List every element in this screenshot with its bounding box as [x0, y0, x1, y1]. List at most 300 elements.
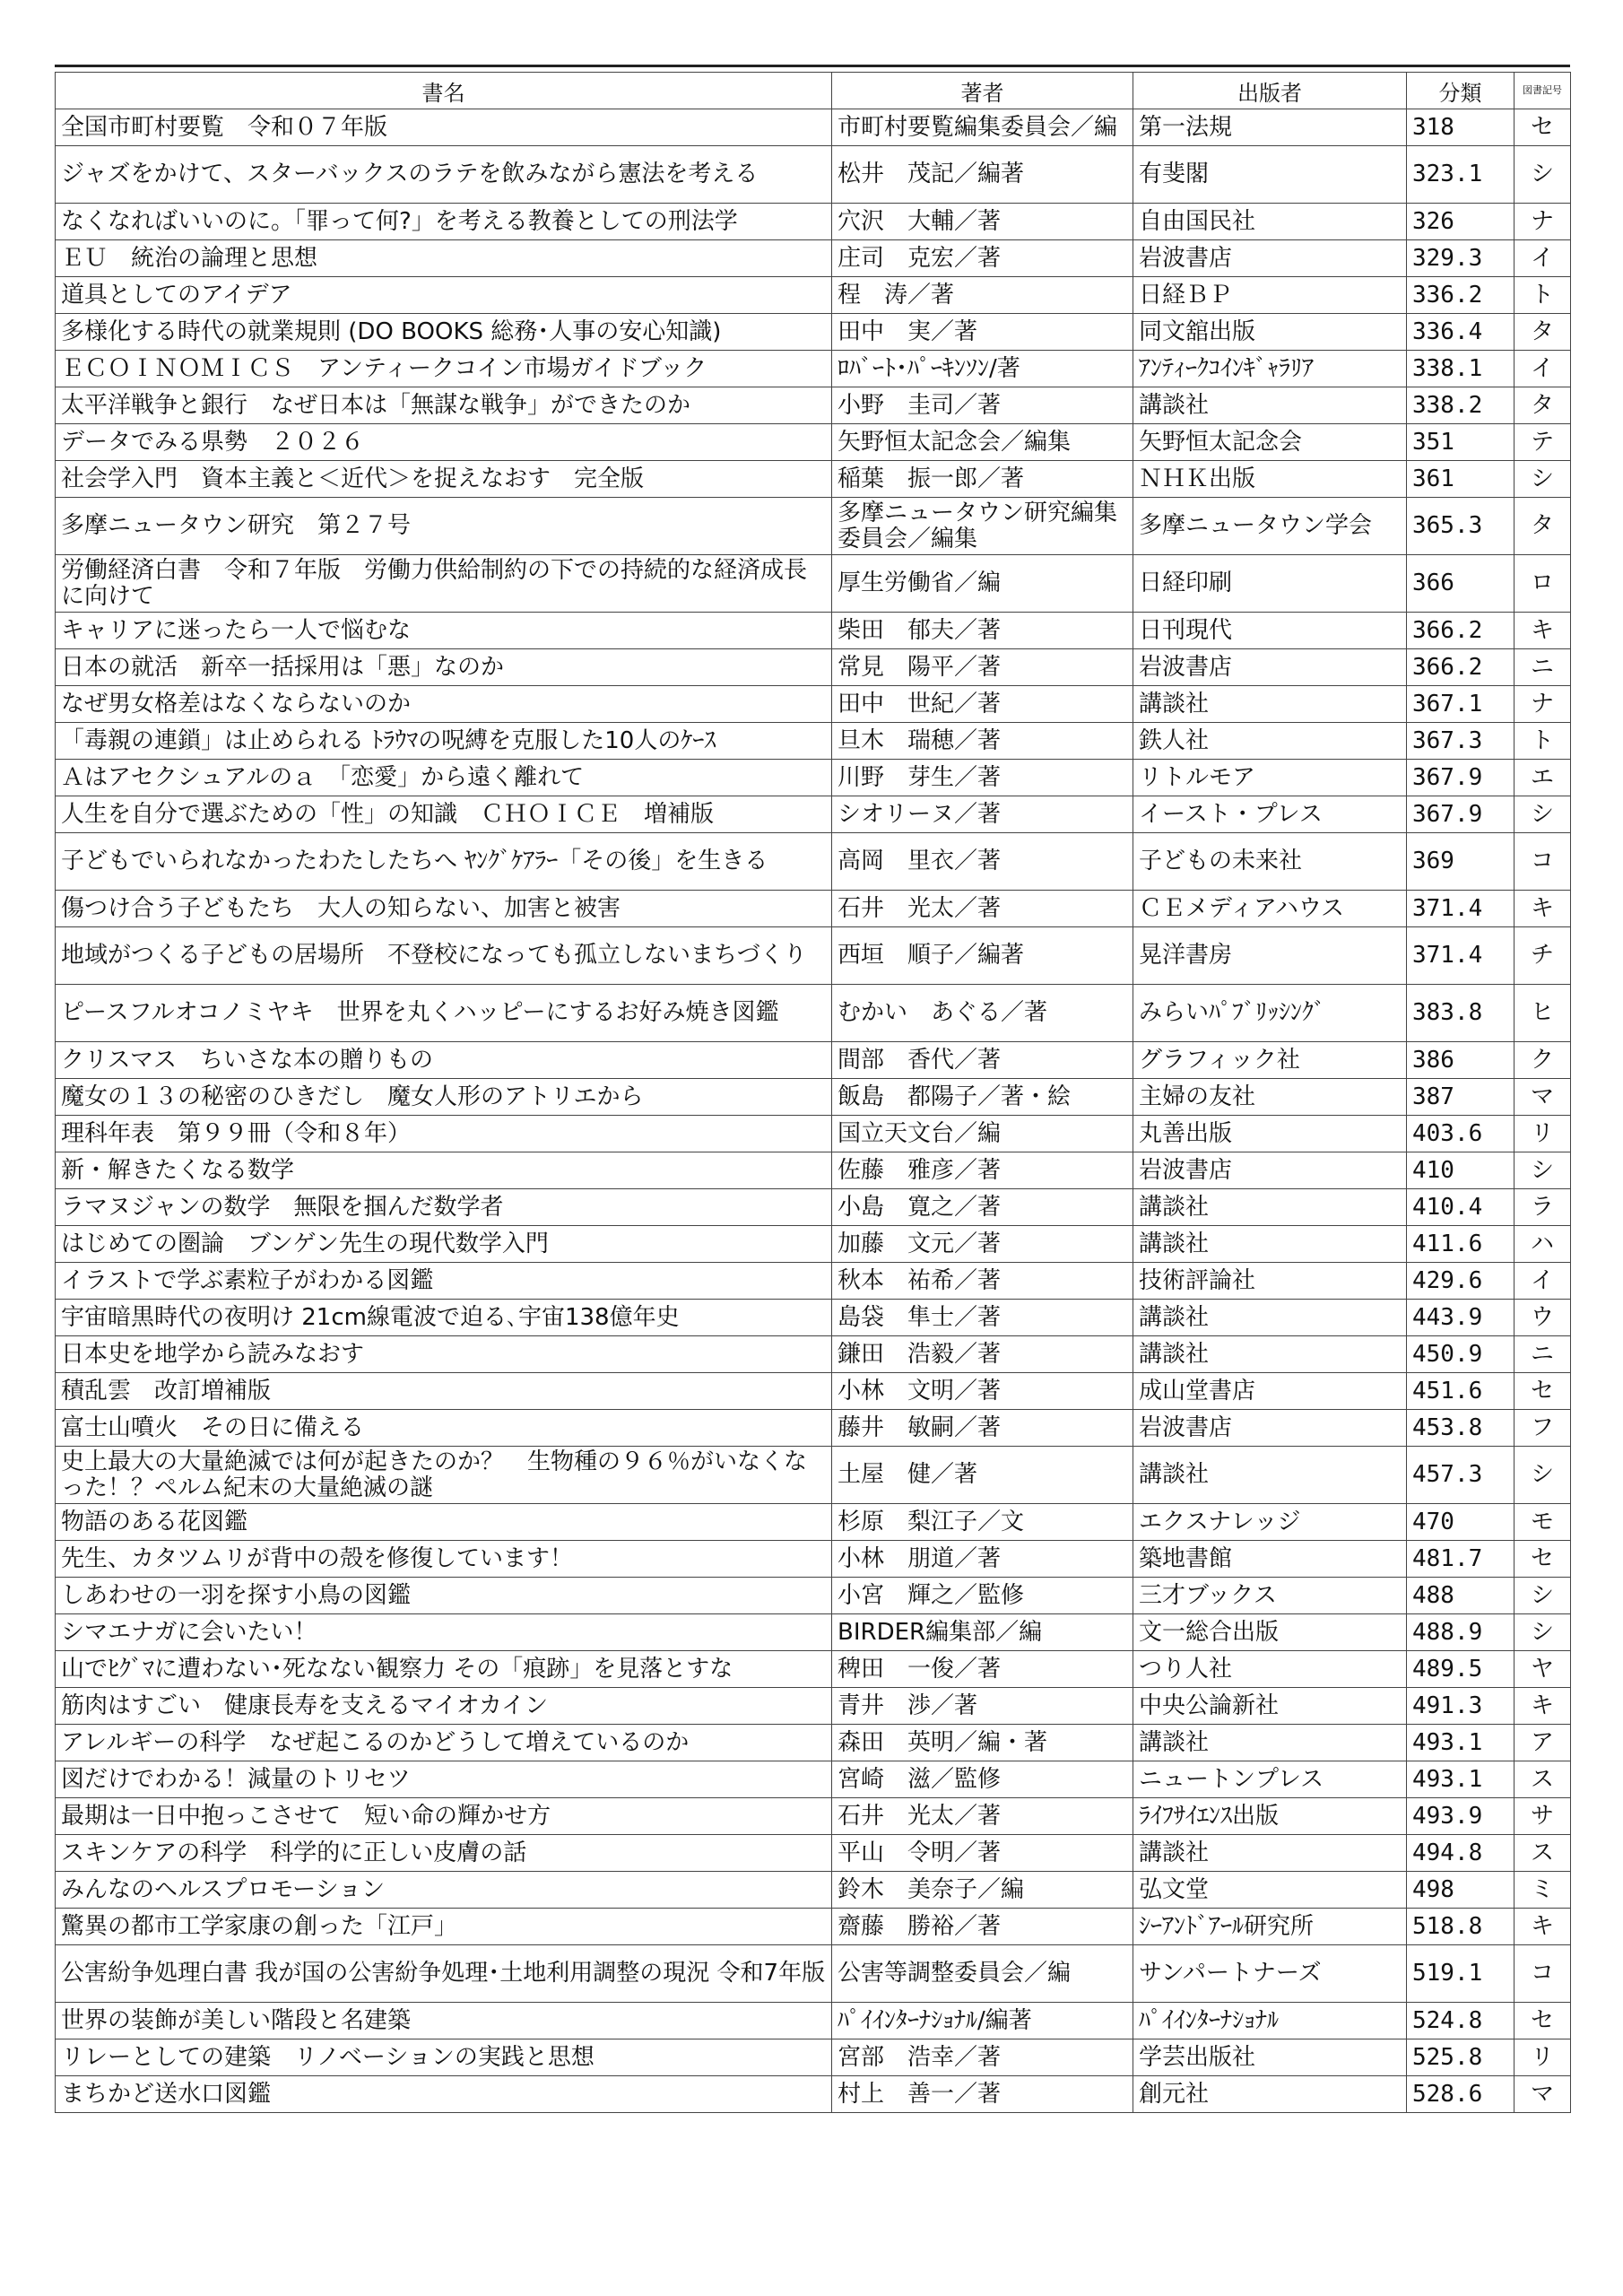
- book-title: アレルギーの科学 なぜ起こるのかどうして増えているのか: [56, 1725, 832, 1761]
- header-classification: 分類: [1407, 73, 1515, 109]
- book-title: Ａはアセクシュアルのａ 「恋愛」から遠く離れて: [56, 760, 832, 796]
- book-mark: マ: [1515, 1079, 1571, 1116]
- table-row: [56, 1116, 1571, 1152]
- book-title: リレーとしての建築 リノベーションの実践と思想: [56, 2039, 832, 2076]
- table-row: [56, 1226, 1571, 1263]
- book-title: 山でﾋｸﾞﾏに遭わない･死なない観察力 その「痕跡」を見落とすな: [56, 1651, 832, 1688]
- book-classification: 329.3: [1407, 240, 1515, 277]
- book-mark: シ: [1515, 1614, 1571, 1651]
- table-row: [56, 240, 1571, 277]
- book-mark: シ: [1515, 1447, 1571, 1504]
- book-author: 宮部 浩幸／著: [832, 2039, 1133, 2076]
- table-row: [56, 1079, 1571, 1116]
- book-mark: セ: [1515, 1373, 1571, 1410]
- book-classification: 367.3: [1407, 723, 1515, 760]
- book-publisher: 講談社: [1133, 686, 1407, 723]
- book-author: 石井 光太／著: [832, 891, 1133, 927]
- table-row: [56, 1614, 1571, 1651]
- table-row: [56, 1042, 1571, 1079]
- book-mark: チ: [1515, 927, 1571, 985]
- book-publisher: みらいﾊﾟﾌﾞﾘｯｼﾝｸﾞ: [1133, 985, 1407, 1042]
- book-title: 多様化する時代の就業規則 (DO BOOKS 総務･人事の安心知識): [56, 314, 832, 351]
- book-title: 社会学入門 資本主義と＜近代＞を捉えなおす 完全版: [56, 461, 832, 498]
- book-classification: 489.5: [1407, 1651, 1515, 1688]
- book-publisher: グラフィック社: [1133, 1042, 1407, 1079]
- book-publisher: 講談社: [1133, 1725, 1407, 1761]
- book-title: 公害紛争処理白書 我が国の公害紛争処理･土地利用調整の現況 令和7年版: [56, 1945, 832, 2003]
- book-publisher: 講談社: [1133, 1300, 1407, 1336]
- book-publisher: 多摩ニュータウン学会: [1133, 498, 1407, 555]
- book-author: 田中 実／著: [832, 314, 1133, 351]
- book-title: シマエナガに会いたい！: [56, 1614, 832, 1651]
- table-row: [56, 1373, 1571, 1410]
- book-mark: リ: [1515, 2039, 1571, 2076]
- book-publisher: 三才ブックス: [1133, 1578, 1407, 1614]
- book-publisher: ｼｰｱﾝﾄﾞｱｰﾙ研究所: [1133, 1909, 1407, 1945]
- book-publisher: リトルモア: [1133, 760, 1407, 796]
- book-author: 国立天文台／編: [832, 1116, 1133, 1152]
- book-classification: 525.8: [1407, 2039, 1515, 2076]
- book-author: 小島 寛之／著: [832, 1189, 1133, 1226]
- book-author: 小林 文明／著: [832, 1373, 1133, 1410]
- book-title: 日本の就活 新卒一括採用は「悪」なのか: [56, 649, 832, 686]
- book-publisher: 技術評論社: [1133, 1263, 1407, 1300]
- book-classification: 361: [1407, 461, 1515, 498]
- book-author: 齋藤 勝裕／著: [832, 1909, 1133, 1945]
- book-mark: ス: [1515, 1835, 1571, 1872]
- book-mark: シ: [1515, 796, 1571, 833]
- book-classification: 386: [1407, 1042, 1515, 1079]
- book-title: ＥＣＯＩＮＯＭＩＣＳ アンティークコイン市場ガイドブック: [56, 351, 832, 387]
- book-author: 旦木 瑞穂／著: [832, 723, 1133, 760]
- table-row: [56, 1410, 1571, 1447]
- book-title: 世界の装飾が美しい階段と名建築: [56, 2003, 832, 2039]
- table-row: [56, 555, 1571, 613]
- book-author: シオリーヌ／著: [832, 796, 1133, 833]
- book-title: 労働経済白書 令和７年版 労働力供給制約の下での持続的な経済成長に向けて: [56, 555, 832, 613]
- book-mark: ウ: [1515, 1300, 1571, 1336]
- book-mark: サ: [1515, 1798, 1571, 1835]
- book-classification: 494.8: [1407, 1835, 1515, 1872]
- table-row: [56, 109, 1571, 146]
- book-classification: 450.9: [1407, 1336, 1515, 1373]
- book-author: 平山 令明／著: [832, 1835, 1133, 1872]
- book-classification: 493.1: [1407, 1725, 1515, 1761]
- book-mark: ヒ: [1515, 985, 1571, 1042]
- book-mark: ク: [1515, 1042, 1571, 1079]
- book-publisher: つり人社: [1133, 1651, 1407, 1688]
- book-title: 最期は一日中抱っこさせて 短い命の輝かせ方: [56, 1798, 832, 1835]
- book-mark: ア: [1515, 1725, 1571, 1761]
- book-author: 宮崎 滋／監修: [832, 1761, 1133, 1798]
- book-title: 物語のある花図鑑: [56, 1504, 832, 1541]
- table-row: [56, 2039, 1571, 2076]
- table-row: [56, 1504, 1571, 1541]
- book-author: 市町村要覧編集委員会／編: [832, 109, 1133, 146]
- book-classification: 498: [1407, 1872, 1515, 1909]
- book-title: スキンケアの科学 科学的に正しい皮膚の話: [56, 1835, 832, 1872]
- book-classification: 493.9: [1407, 1798, 1515, 1835]
- book-classification: 453.8: [1407, 1410, 1515, 1447]
- table-row: [56, 1798, 1571, 1835]
- book-mark: ナ: [1515, 686, 1571, 723]
- book-publisher: 同文舘出版: [1133, 314, 1407, 351]
- book-title: 日本史を地学から読みなおす: [56, 1336, 832, 1373]
- book-title: 積乱雲 改訂増補版: [56, 1373, 832, 1410]
- book-author: ﾊﾟｲｲﾝﾀｰﾅｼｮﾅﾙ/編著: [832, 2003, 1133, 2039]
- book-mark: キ: [1515, 1688, 1571, 1725]
- book-author: 杉原 梨江子／文: [832, 1504, 1133, 1541]
- book-classification: 323.1: [1407, 146, 1515, 204]
- book-author: 鎌田 浩毅／著: [832, 1336, 1133, 1373]
- book-title: なぜ男女格差はなくならないのか: [56, 686, 832, 723]
- book-classification: 488: [1407, 1578, 1515, 1614]
- book-publisher: ﾊﾟｲｲﾝﾀｰﾅｼｮﾅﾙ: [1133, 2003, 1407, 2039]
- book-title: ＥＵ 統治の論理と思想: [56, 240, 832, 277]
- book-author: 常見 陽平／著: [832, 649, 1133, 686]
- book-mark: マ: [1515, 2076, 1571, 2113]
- book-title: まちかど送水口図鑑: [56, 2076, 832, 2113]
- table-row: [56, 1300, 1571, 1336]
- book-rows: [56, 109, 1571, 2113]
- table-row: [56, 1578, 1571, 1614]
- book-publisher: 岩波書店: [1133, 240, 1407, 277]
- table-row: [56, 351, 1571, 387]
- book-title: クリスマス ちいさな本の贈りもの: [56, 1042, 832, 1079]
- book-publisher: 講談社: [1133, 1189, 1407, 1226]
- top-rule: [55, 65, 1570, 67]
- book-author: 田中 世紀／著: [832, 686, 1133, 723]
- book-publisher: 創元社: [1133, 2076, 1407, 2113]
- book-publisher: 講談社: [1133, 1336, 1407, 1373]
- book-mark: ロ: [1515, 555, 1571, 613]
- book-author: ﾛﾊﾞｰﾄ･ﾊﾟｰｷﾝｿﾝ/著: [832, 351, 1133, 387]
- book-mark: シ: [1515, 461, 1571, 498]
- table-row: [56, 1152, 1571, 1189]
- book-publisher: サンパートナーズ: [1133, 1945, 1407, 2003]
- book-mark: ハ: [1515, 1226, 1571, 1263]
- table-row: [56, 1336, 1571, 1373]
- book-classification: 528.6: [1407, 2076, 1515, 2113]
- book-publisher: 鉄人社: [1133, 723, 1407, 760]
- book-title: 史上最大の大量絶滅では何が起きたのか？ 生物種の９６％がいなくなった！？ペルム紀末の大量絶滅の謎: [56, 1447, 832, 1504]
- book-classification: 488.9: [1407, 1614, 1515, 1651]
- table-row: [56, 2003, 1571, 2039]
- table-row: [56, 1872, 1571, 1909]
- header-title: 書名: [56, 73, 832, 109]
- book-mark: コ: [1515, 833, 1571, 891]
- book-classification: 411.6: [1407, 1226, 1515, 1263]
- table-row: [56, 204, 1571, 240]
- book-author: 佐藤 雅彦／著: [832, 1152, 1133, 1189]
- table-row: [56, 796, 1571, 833]
- table-row: [56, 146, 1571, 204]
- book-author: 稗田 一俊／著: [832, 1651, 1133, 1688]
- book-classification: 387: [1407, 1079, 1515, 1116]
- book-classification: 443.9: [1407, 1300, 1515, 1336]
- book-title: 子どもでいられなかったわたしたちへ ﾔﾝｸﾞｹｱﾗｰ「その後」を生きる: [56, 833, 832, 891]
- book-classification: 518.8: [1407, 1909, 1515, 1945]
- book-classification: 338.1: [1407, 351, 1515, 387]
- book-publisher: 弘文堂: [1133, 1872, 1407, 1909]
- book-mark: イ: [1515, 351, 1571, 387]
- book-publisher: 成山堂書店: [1133, 1373, 1407, 1410]
- header-book-mark: 図書記号: [1515, 73, 1571, 109]
- header-publisher: 出版者: [1133, 73, 1407, 109]
- book-classification: 524.8: [1407, 2003, 1515, 2039]
- book-publisher: 日経ＢＰ: [1133, 277, 1407, 314]
- book-title: 道具としてのアイデア: [56, 277, 832, 314]
- book-publisher: 子どもの未来社: [1133, 833, 1407, 891]
- book-classification: 383.8: [1407, 985, 1515, 1042]
- table-row: [56, 723, 1571, 760]
- table-row: [56, 2076, 1571, 2113]
- book-publisher: ｱﾝﾃｨｰｸｺｲﾝｷﾞｬﾗﾘｱ: [1133, 351, 1407, 387]
- book-classification: 318: [1407, 109, 1515, 146]
- table-row: [56, 314, 1571, 351]
- book-classification: 367.1: [1407, 686, 1515, 723]
- book-title: ラマヌジャンの数学 無限を掴んだ数学者: [56, 1189, 832, 1226]
- book-mark: ス: [1515, 1761, 1571, 1798]
- book-author: 稲葉 振一郎／著: [832, 461, 1133, 498]
- book-publisher: ＣＥメディアハウス: [1133, 891, 1407, 927]
- table-row: [56, 461, 1571, 498]
- table-row: [56, 1189, 1571, 1226]
- book-mark: シ: [1515, 146, 1571, 204]
- table-row: [56, 424, 1571, 461]
- table-row: [56, 498, 1571, 555]
- book-classification: 410.4: [1407, 1189, 1515, 1226]
- table-row: [56, 927, 1571, 985]
- book-mark: セ: [1515, 109, 1571, 146]
- book-publisher: ＮＨＫ出版: [1133, 461, 1407, 498]
- book-publisher: 岩波書店: [1133, 1410, 1407, 1447]
- book-mark: ニ: [1515, 649, 1571, 686]
- book-publisher: 第一法規: [1133, 109, 1407, 146]
- book-publisher: イースト・プレス: [1133, 796, 1407, 833]
- book-title: 地域がつくる子どもの居場所 不登校になっても孤立しないまちづくり: [56, 927, 832, 985]
- table-row: [56, 985, 1571, 1042]
- book-title: 筋肉はすごい 健康長寿を支えるマイオカイン: [56, 1688, 832, 1725]
- book-classification: 369: [1407, 833, 1515, 891]
- book-title: ジャズをかけて、スターバックスのラテを飲みながら憲法を考える: [56, 146, 832, 204]
- table-row: [56, 277, 1571, 314]
- book-classification: 351: [1407, 424, 1515, 461]
- book-title: 富士山噴火 その日に備える: [56, 1410, 832, 1447]
- book-mark: ヤ: [1515, 1651, 1571, 1688]
- book-publisher: 晃洋書房: [1133, 927, 1407, 985]
- book-classification: 338.2: [1407, 387, 1515, 424]
- book-title: 「毒親の連鎖」は止められる ﾄﾗｳﾏの呪縛を克服した10人のｹｰｽ: [56, 723, 832, 760]
- table-row: [56, 1447, 1571, 1504]
- book-title: 多摩ニュータウン研究 第２７号: [56, 498, 832, 555]
- book-title: なくなればいいのに。「罪って何?」を考える教養としての刑法学: [56, 204, 832, 240]
- book-classification: 451.6: [1407, 1373, 1515, 1410]
- book-author: 森田 英明／編・著: [832, 1725, 1133, 1761]
- book-title: 魔女の１３の秘密のひきだし 魔女人形のアトリエから: [56, 1079, 832, 1116]
- book-publisher: 学芸出版社: [1133, 2039, 1407, 2076]
- book-author: 穴沢 大輔／著: [832, 204, 1133, 240]
- book-classification: 367.9: [1407, 760, 1515, 796]
- book-classification: 326: [1407, 204, 1515, 240]
- book-title: 人生を自分で選ぶための「性」の知識 ＣＨＯＩＣＥ 増補版: [56, 796, 832, 833]
- book-mark: セ: [1515, 2003, 1571, 2039]
- book-title: 傷つけ合う子どもたち 大人の知らない、加害と被害: [56, 891, 832, 927]
- table-row: [56, 1541, 1571, 1578]
- book-author: 村上 善一／著: [832, 2076, 1133, 2113]
- table-row: [56, 387, 1571, 424]
- book-author: 土屋 健／著: [832, 1447, 1133, 1504]
- book-title: 図だけでわかる！減量のトリセツ: [56, 1761, 832, 1798]
- book-classification: 336.4: [1407, 314, 1515, 351]
- table-row: [56, 1909, 1571, 1945]
- book-title: ピースフルオコノミヤキ 世界を丸くハッピーにするお好み焼き図鑑: [56, 985, 832, 1042]
- table-row: [56, 1651, 1571, 1688]
- book-mark: コ: [1515, 1945, 1571, 2003]
- book-classification: 366.2: [1407, 649, 1515, 686]
- book-author: 庄司 克宏／著: [832, 240, 1133, 277]
- book-author: むかい あぐる／著: [832, 985, 1133, 1042]
- book-publisher: 講談社: [1133, 387, 1407, 424]
- book-author: 川野 芽生／著: [832, 760, 1133, 796]
- book-mark: モ: [1515, 1504, 1571, 1541]
- book-author: 松井 茂記／編著: [832, 146, 1133, 204]
- book-mark: シ: [1515, 1578, 1571, 1614]
- book-mark: フ: [1515, 1410, 1571, 1447]
- book-title: キャリアに迷ったら一人で悩むな: [56, 613, 832, 649]
- book-classification: 491.3: [1407, 1688, 1515, 1725]
- book-classification: 403.6: [1407, 1116, 1515, 1152]
- book-author: 鈴木 美奈子／編: [832, 1872, 1133, 1909]
- table-row: [56, 1725, 1571, 1761]
- book-publisher: 主婦の友社: [1133, 1079, 1407, 1116]
- book-publisher: 文一総合出版: [1133, 1614, 1407, 1651]
- book-mark: タ: [1515, 387, 1571, 424]
- book-classification: 365.3: [1407, 498, 1515, 555]
- header-row: [56, 73, 1571, 109]
- book-author: 公害等調整委員会／編: [832, 1945, 1133, 2003]
- book-author: 飯島 都陽子／著・絵: [832, 1079, 1133, 1116]
- book-author: 柴田 郁夫／著: [832, 613, 1133, 649]
- book-classification: 493.1: [1407, 1761, 1515, 1798]
- book-author: 島袋 隼士／著: [832, 1300, 1133, 1336]
- table-row: [56, 613, 1571, 649]
- book-mark: セ: [1515, 1541, 1571, 1578]
- book-publisher: ﾗｲﾌｻｲｴﾝｽ出版: [1133, 1798, 1407, 1835]
- book-title: しあわせの一羽を探す小鳥の図鑑: [56, 1578, 832, 1614]
- book-mark: ナ: [1515, 204, 1571, 240]
- book-mark: ニ: [1515, 1336, 1571, 1373]
- table-row: [56, 1688, 1571, 1725]
- book-classification: 336.2: [1407, 277, 1515, 314]
- book-classification: 366.2: [1407, 613, 1515, 649]
- book-title: はじめての圏論 ブンゲン先生の現代数学入門: [56, 1226, 832, 1263]
- book-title: 太平洋戦争と銀行 なぜ日本は「無謀な戦争」ができたのか: [56, 387, 832, 424]
- table-row: [56, 891, 1571, 927]
- book-author: 石井 光太／著: [832, 1798, 1133, 1835]
- book-mark: シ: [1515, 1152, 1571, 1189]
- book-mark: ラ: [1515, 1189, 1571, 1226]
- book-mark: キ: [1515, 891, 1571, 927]
- book-author: 矢野恒太記念会／編集: [832, 424, 1133, 461]
- table-row: [56, 686, 1571, 723]
- book-mark: リ: [1515, 1116, 1571, 1152]
- book-mark: タ: [1515, 498, 1571, 555]
- book-author: 秋本 祐希／著: [832, 1263, 1133, 1300]
- book-publisher: 講談社: [1133, 1835, 1407, 1872]
- book-mark: エ: [1515, 760, 1571, 796]
- book-publisher: 岩波書店: [1133, 649, 1407, 686]
- book-author: 多摩ニュータウン研究編集委員会／編集: [832, 498, 1133, 555]
- table-row: [56, 1263, 1571, 1300]
- book-classification: 457.3: [1407, 1447, 1515, 1504]
- book-classification: 519.1: [1407, 1945, 1515, 2003]
- book-mark: タ: [1515, 314, 1571, 351]
- book-author: 高岡 里衣／著: [832, 833, 1133, 891]
- book-publisher: 築地書館: [1133, 1541, 1407, 1578]
- table-row: [56, 1761, 1571, 1798]
- book-author: 小宮 輝之／監修: [832, 1578, 1133, 1614]
- book-mark: キ: [1515, 1909, 1571, 1945]
- book-publisher: 自由国民社: [1133, 204, 1407, 240]
- book-publisher: 中央公論新社: [1133, 1688, 1407, 1725]
- book-author: 程 涛／著: [832, 277, 1133, 314]
- book-publisher: エクスナレッジ: [1133, 1504, 1407, 1541]
- book-mark: ミ: [1515, 1872, 1571, 1909]
- book-mark: ト: [1515, 277, 1571, 314]
- book-title: データでみる県勢 ２０２６: [56, 424, 832, 461]
- book-publisher: 講談社: [1133, 1447, 1407, 1504]
- book-classification: 429.6: [1407, 1263, 1515, 1300]
- book-author: 西垣 順子／編著: [832, 927, 1133, 985]
- book-publisher: 岩波書店: [1133, 1152, 1407, 1189]
- book-classification: 481.7: [1407, 1541, 1515, 1578]
- header-author: 著者: [832, 73, 1133, 109]
- book-publisher: 日経印刷: [1133, 555, 1407, 613]
- book-title: 驚異の都市工学家康の創った「江戸」: [56, 1909, 832, 1945]
- book-classification: 410: [1407, 1152, 1515, 1189]
- book-title: 宇宙暗黒時代の夜明け 21cm線電波で迫る､宇宙138億年史: [56, 1300, 832, 1336]
- book-title: 新・解きたくなる数学: [56, 1152, 832, 1189]
- table-row: [56, 1835, 1571, 1872]
- book-list-table: [55, 72, 1571, 2113]
- book-author: 加藤 文元／著: [832, 1226, 1133, 1263]
- book-title: 先生、カタツムリが背中の殻を修復しています！: [56, 1541, 832, 1578]
- book-publisher: ニュートンプレス: [1133, 1761, 1407, 1798]
- book-classification: 371.4: [1407, 927, 1515, 985]
- table-row: [56, 1945, 1571, 2003]
- book-publisher: 日刊現代: [1133, 613, 1407, 649]
- book-mark: キ: [1515, 613, 1571, 649]
- book-author: 青井 渉／著: [832, 1688, 1133, 1725]
- book-title: 全国市町村要覧 令和０７年版: [56, 109, 832, 146]
- book-mark: テ: [1515, 424, 1571, 461]
- book-author: 藤井 敏嗣／著: [832, 1410, 1133, 1447]
- book-publisher: 有斐閣: [1133, 146, 1407, 204]
- book-publisher: 講談社: [1133, 1226, 1407, 1263]
- book-classification: 470: [1407, 1504, 1515, 1541]
- table-row: [56, 649, 1571, 686]
- book-classification: 371.4: [1407, 891, 1515, 927]
- book-classification: 367.9: [1407, 796, 1515, 833]
- book-title: イラストで学ぶ素粒子がわかる図鑑: [56, 1263, 832, 1300]
- book-mark: イ: [1515, 240, 1571, 277]
- book-mark: イ: [1515, 1263, 1571, 1300]
- book-classification: 366: [1407, 555, 1515, 613]
- book-author: 厚生労働省／編: [832, 555, 1133, 613]
- book-author: BIRDER編集部／編: [832, 1614, 1133, 1651]
- book-publisher: 丸善出版: [1133, 1116, 1407, 1152]
